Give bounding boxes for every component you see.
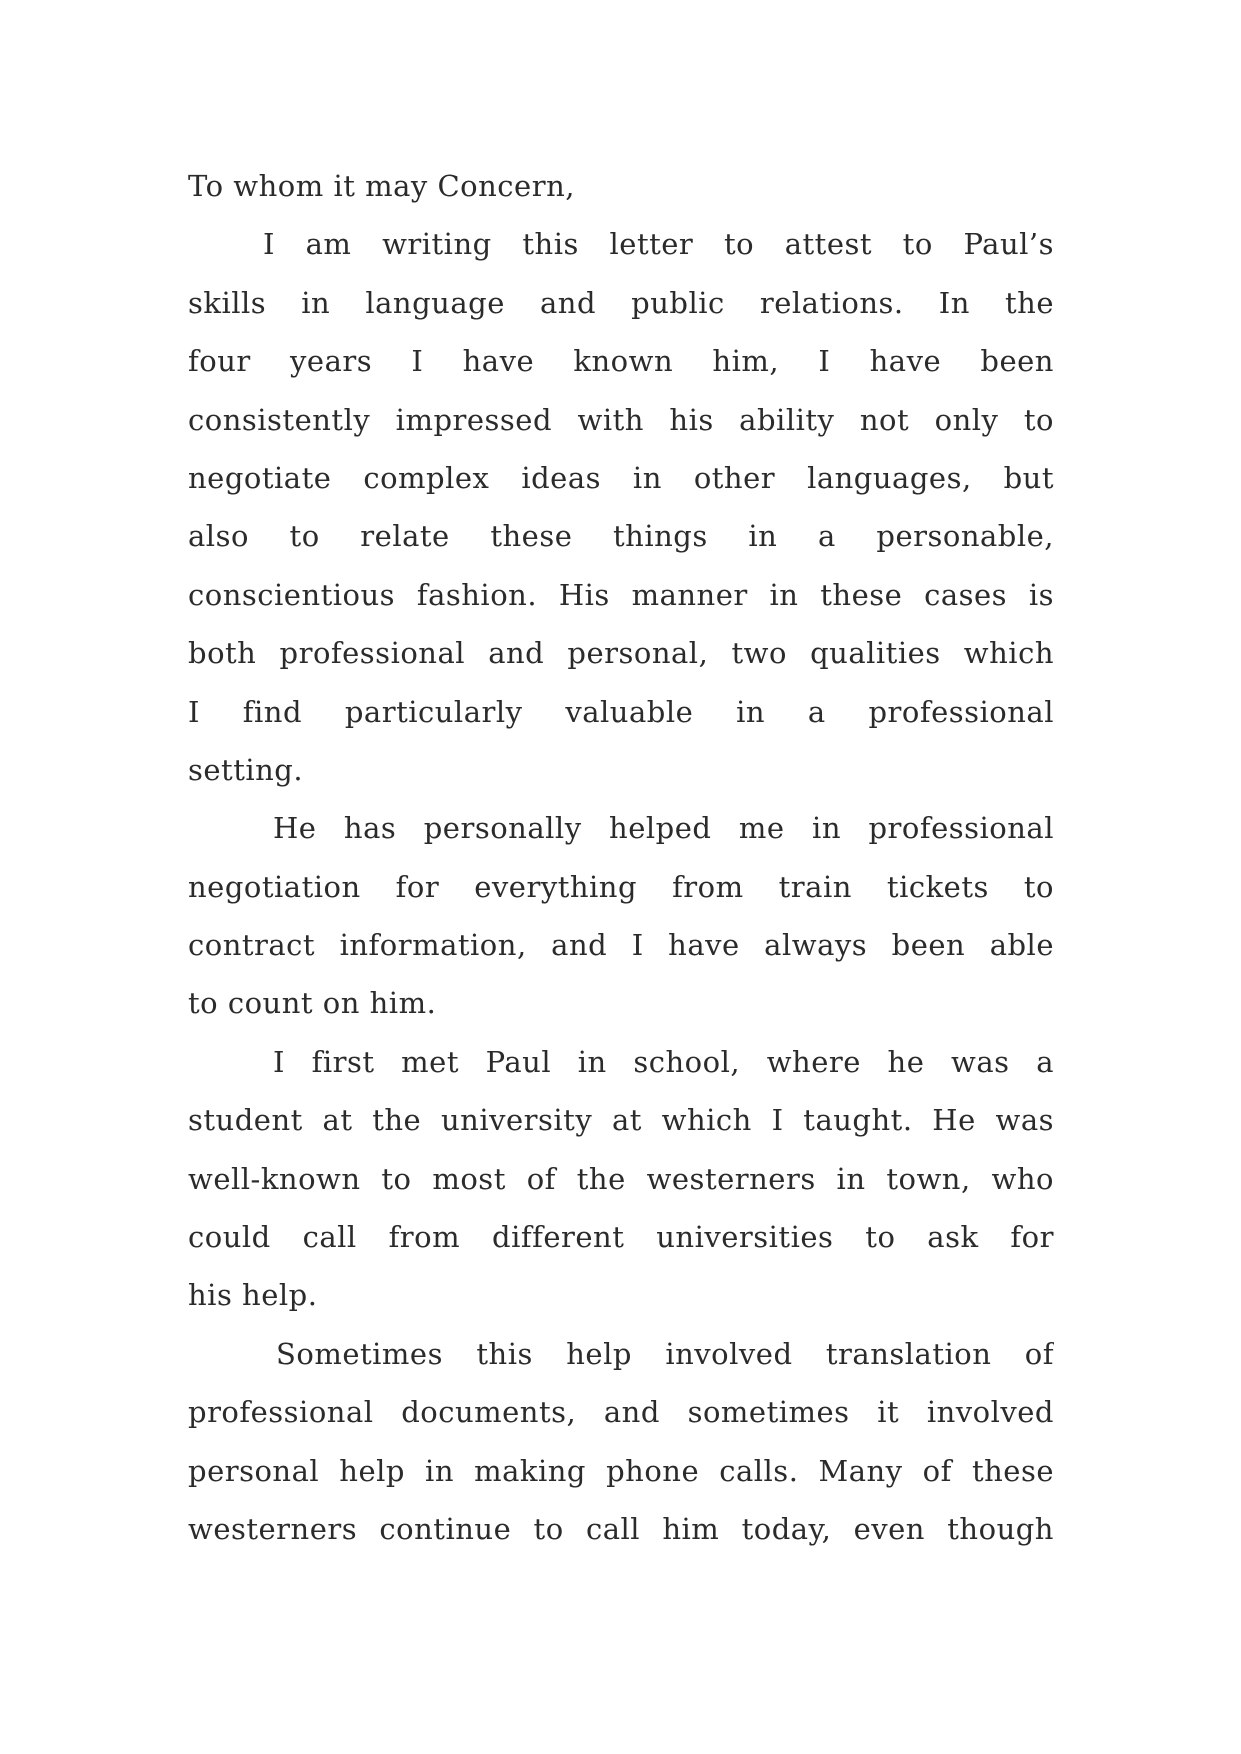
paragraph-4-line-4: westerners continue to call him today, even though [188,1511,1054,1546]
paragraph-1-line-7: conscientious fashion. His manner in these cases is [188,577,1054,612]
paragraph-3-line-5: his help. [188,1278,318,1313]
paragraph-1-line-1: I am writing this letter to attest to Paul’s [263,227,1054,262]
paragraph-3-line-3: well-known to most of the westerners in town, who [188,1161,1054,1196]
paragraph-4-line-3: personal help in making phone calls. Many of these [188,1453,1054,1488]
paragraph-2-line-1: He has personally helped me in professional [273,811,1054,846]
paragraph-3-line-2: student at the university at which I taught. He was [188,1103,1054,1138]
paragraph-1-line-10: setting. [188,752,304,787]
paragraph-2-line-2: negotiation for everything from train tickets to [188,869,1054,904]
paragraph-1-line-3: four years I have known him, I have been [188,344,1054,379]
paragraph-1-line-4: consistently impressed with his ability not only to [188,402,1054,437]
paragraph-4-line-2: professional documents, and sometimes it involved [188,1395,1054,1430]
paragraph-1-line-5: negotiate complex ideas in other languages, but [188,460,1054,495]
paragraph-2-line-3: contract information, and I have always been able [188,928,1054,963]
paragraph-1-line-6: also to relate these things in a personable, [188,519,1054,554]
paragraph-1-line-9: I find particularly valuable in a professional [188,694,1054,729]
paragraph-1-line-8: both professional and personal, two qualities which [188,636,1054,671]
paragraph-1-line-2: skills in language and public relations. In the [188,285,1054,320]
letter-body [188,157,1054,1558]
paragraph-3-line-4: could call from different universities to ask for [188,1220,1054,1255]
paragraph-3-line-1: I first met Paul in school, where he was a [273,1044,1054,1079]
salutation: To whom it may Concern, [188,169,575,203]
paragraph-2-line-4: to count on him. [188,986,437,1021]
paragraph-4-line-1: Sometimes this help involved translation of [276,1336,1054,1371]
